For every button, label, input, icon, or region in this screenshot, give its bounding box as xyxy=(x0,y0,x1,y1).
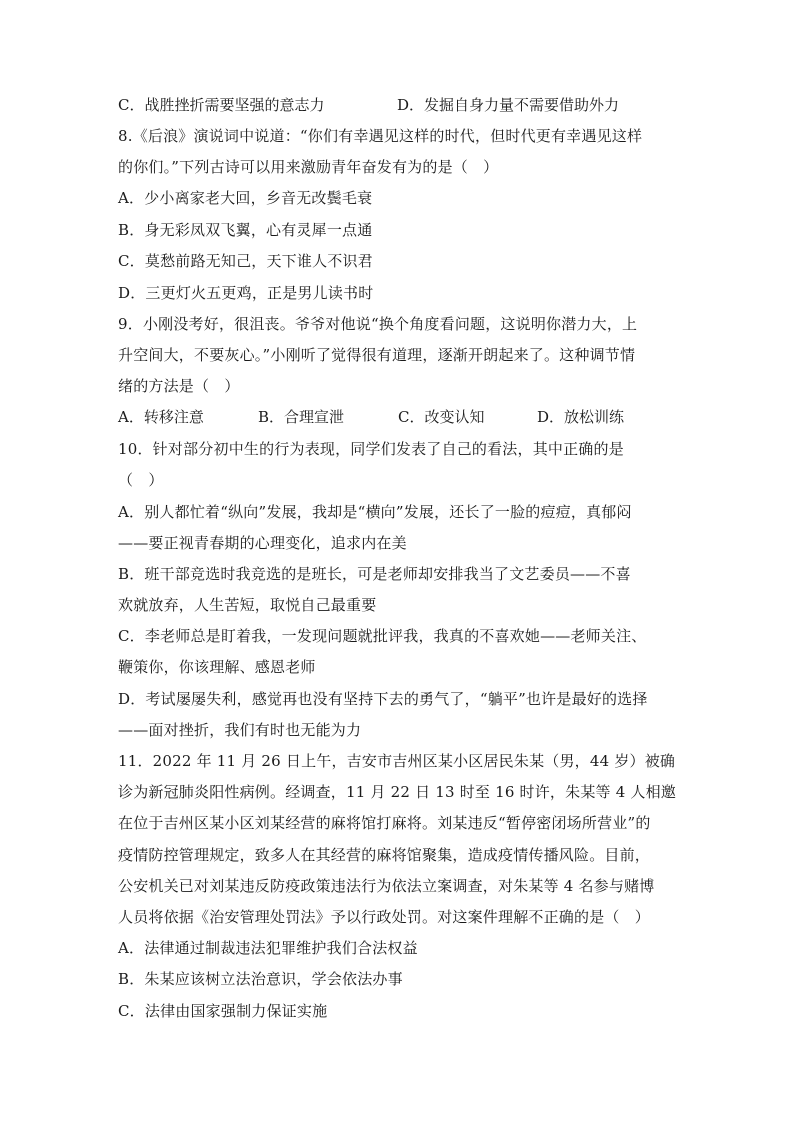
q9-option-c: C．改变认知 xyxy=(398,408,485,426)
q9-stem-line-2: 升空间大，不要灰心。”小刚听了觉得很有道理，逐渐开朗起来了。这种调节情 xyxy=(118,346,636,364)
q8-option-c: C．莫愁前路无知己，天下谁人不识君 xyxy=(118,252,373,270)
q9-option-a: A．转移注意 xyxy=(118,408,204,426)
q11-stem-line-2: 诊为新冠肺炎阳性病例。经调查，11 月 22 日 13 时至 16 时许，朱某等 4 人相邀 xyxy=(118,783,677,801)
q8-option-d: D．三更灯火五更鸡，正是男儿读书时 xyxy=(118,284,374,302)
q11-stem-line-4: 疫情防控管理规定，致多人在其经营的麻将馆聚集，造成疫情传播风险。目前， xyxy=(118,846,651,864)
q10-option-a-line-2: ——要正视青春期的心理变化，追求内在美 xyxy=(118,534,407,552)
q11-option-b: B．朱某应该树立法治意识，学会依法办事 xyxy=(118,970,403,988)
q9-stem-line-3: 绪的方法是（ ） xyxy=(118,377,240,395)
q10-stem-line-2: （ ） xyxy=(118,471,164,489)
q8-option-b: B．身无彩凤双飞翼，心有灵犀一点通 xyxy=(118,221,373,239)
q10-option-d-line-2: ——面对挫折，我们有时也无能为力 xyxy=(118,721,362,739)
q10-option-c-line-1: C．李老师总是盯着我，一发现问题就批评我，我真的不喜欢她——老师关注、 xyxy=(118,627,647,645)
q10-option-d-line-1: D．考试屡屡失利，感觉再也没有坚持下去的勇气了，“躺平”也许是最好的选择 xyxy=(118,690,648,708)
q10-option-c-line-2: 鞭策你，你该理解、感恩老师 xyxy=(118,658,316,676)
q9-option-b: B．合理宣泄 xyxy=(258,408,345,426)
q11-stem-line-6: 人员将依据《治安管理处罚法》予以行政处罚。对这案件理解不正确的是（ ） xyxy=(118,908,651,926)
q8-stem-line-1: 8.《后浪》演说词中说道：“你们有幸遇见这样的时代，但时代更有幸遇见这样 xyxy=(118,127,643,145)
q8-stem-line-2: 的你们。”下列古诗可以用来激励青年奋发有为的是（ ） xyxy=(118,158,499,176)
q11-option-a: A．法律通过制裁违法犯罪维护我们合法权益 xyxy=(118,939,418,957)
q9-option-d: D．放松训练 xyxy=(537,408,625,426)
q11-stem-line-1: 11．2022 年 11 月 26 日上午，吉安市吉州区某小区居民朱某（男，44 岁）被确 xyxy=(118,752,676,770)
q9-stem-line-1: 9．小刚没考好，很沮丧。爷爷对他说“换个角度看问题，这说明你潜力大，上 xyxy=(118,315,638,333)
q10-option-a-line-1: A．别人都忙着“纵向”发展，我却是“横向”发展，还长了一脸的痘痘，真郁闷 xyxy=(118,503,632,521)
q10-option-b-line-2: 欢就放弃，人生苦短，取悦自己最重要 xyxy=(118,596,377,614)
q7-option-d: D．发掘自身力量不需要借助外力 xyxy=(397,96,620,114)
q10-stem-line-1: 10．针对部分初中生的行为表现，同学们发表了自己的看法，其中正确的是 xyxy=(118,440,624,458)
q11-stem-line-5: 公安机关已对刘某违反防疫政策违法行为依法立案调查，对朱某等 4 名参与赌博 xyxy=(118,877,655,895)
q7-option-c: C．战胜挫折需要坚强的意志力 xyxy=(118,96,325,114)
q11-stem-line-3: 在位于吉州区某小区刘某经营的麻将馆打麻将。刘某违反“暂停密闭场所营业”的 xyxy=(118,814,651,832)
q8-option-a: A．少小离家老大回，乡音无改鬓毛衰 xyxy=(118,189,373,207)
q10-option-b-line-1: B．班干部竞选时我竞选的是班长，可是老师却安排我当了文艺委员——不喜 xyxy=(118,565,631,583)
q11-option-c: C．法律由国家强制力保证实施 xyxy=(118,1002,328,1020)
